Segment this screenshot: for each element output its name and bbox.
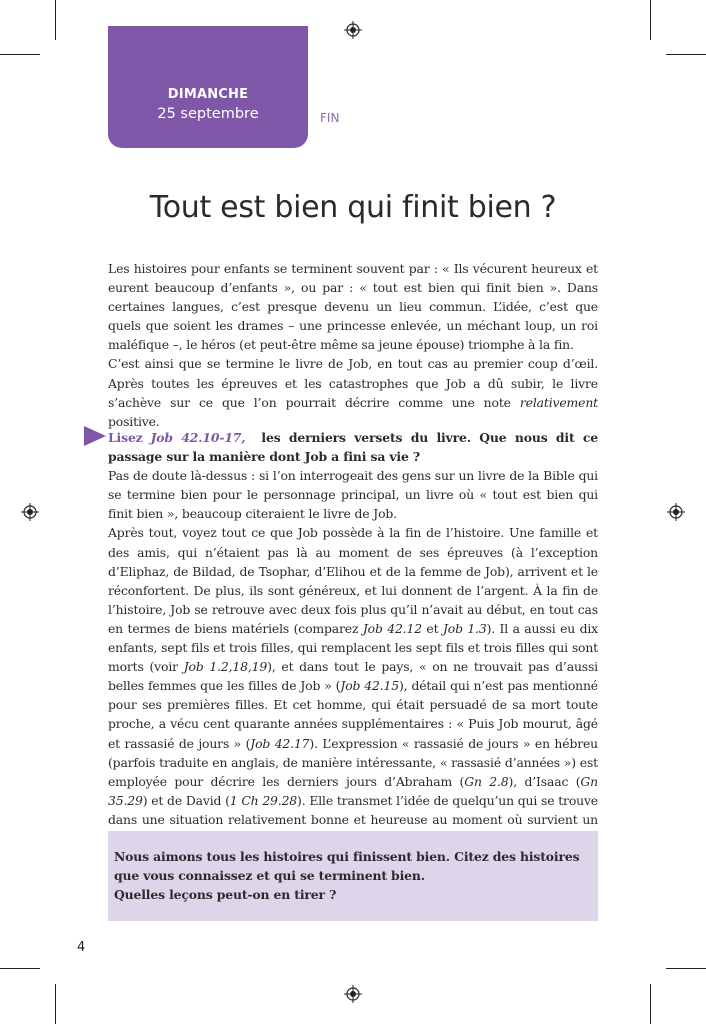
text-span: ) et de David ( (142, 792, 230, 808)
intro-paragraph (108, 354, 598, 430)
discussion-question: Nous aimons tous les histoires qui finissent bien. Citez des histoires que vous connaissez et qui se terminent bien. (114, 849, 580, 883)
main-text (108, 428, 598, 848)
intro-paragraph: Les histoires pour enfants se terminent souvent par : « Ils vécurent heureux et eurent beaucoup d’enfants », ou par : « tout est bien qui finit bien ». Dans certaines langues, c’est presque devenu un lieu commun. L’idée, c’est que quels que soient les drames – une princesse enlevée, un méchant loup, un roi maléfique –, le héros (et peut-être même sa jeune épouse) triomphe à la fin. (108, 261, 598, 353)
scripture-reference: Job 42.12 (362, 620, 422, 636)
scripture-reference: Job 1.2,18,19 (183, 659, 268, 675)
discussion-box (108, 831, 598, 921)
text-span: ), et dans tout le pays, « on ne trouvait pas d’aussi belles femmes que les filles de Job » ( (108, 659, 599, 694)
crop-mark (666, 54, 706, 55)
crop-mark (666, 968, 706, 969)
day-label: DIMANCHE (167, 87, 249, 102)
scripture-reference: 1 Ch 29.28 (229, 792, 298, 808)
crop-mark (0, 968, 40, 969)
scripture-reference: Gn 35.29 (108, 773, 598, 808)
text-span: positive. (108, 413, 160, 429)
text-span: C’est ainsi que se termine le livre de Job, en tout cas au premier coup d’œil. Après toutes les épreuves et les catastrophes que Job a dû subir, le livre s’achève sur ce que l’on pourrait décrire comme une note (108, 356, 598, 410)
intro-text (108, 259, 598, 431)
date-label: 25 septembre (157, 106, 259, 122)
text-span: ). L’expression « rassasié de jours » en hébreu (parfois traduite en anglais, de manière intéressante, « rassasié d’années ») est employée pour décrire les derniers jours d’Abraham ( (108, 735, 599, 789)
registration-mark-icon (667, 503, 685, 521)
emphasis: relativement (519, 394, 598, 410)
play-triangle-icon (84, 426, 106, 446)
reading-prompt (108, 428, 598, 466)
registration-mark-icon (344, 985, 362, 1003)
main-paragraph (108, 523, 598, 848)
scripture-reference: Job 1.3 (442, 620, 487, 636)
text-span: et (421, 620, 443, 636)
registration-mark-icon (21, 503, 39, 521)
discussion-question: Quelles leçons peut-on en tirer ? (114, 887, 337, 902)
lisez-label: Lisez (108, 430, 143, 445)
crop-mark (650, 984, 651, 1024)
scripture-reference: Job 42.17 (250, 735, 310, 751)
crop-mark (0, 54, 40, 55)
reading-question: les derniers versets du livre. Que nous dit ce passage sur la manière dont Job a fini sa vie ? (108, 430, 599, 465)
registration-mark-icon (344, 21, 362, 39)
text-span: ). Elle transmet l’idée de quelqu’un qui se trouve dans une situation relativement bonne et heureuse au moment où survient un (108, 792, 598, 827)
page-title: Tout est bien qui finit bien ? (149, 190, 557, 225)
day-tab (108, 26, 308, 148)
text-span: ), détail qui n’est pas mentionné pour ses premières filles. Et cet homme, qui était persuadé de sa mort toute proche, a vécu cent quarante années supplémentaires : « Puis Job mourut, âgé et rassasié de jours » ( (108, 678, 598, 751)
text-span: ), d’Isaac ( (508, 773, 581, 789)
section-label: FIN (320, 111, 340, 125)
scripture-reference: Gn 2.8 (464, 773, 509, 789)
crop-mark (55, 0, 56, 40)
page-number: 4 (77, 940, 86, 955)
scripture-reference: Job 42.10-17, (150, 430, 246, 445)
main-paragraph: Pas de doute là-dessus : si l’on interrogeait des gens sur un livre de la Bible qui se termine bien pour le personnage principal, un livre où « tout est bien qui finit bien », beaucoup citeraient le livre de Job. (108, 468, 598, 522)
scripture-reference: Job 42.15 (340, 678, 399, 694)
crop-mark (650, 0, 651, 40)
text-span: ). Il a aussi eu dix enfants, sept fils et trois filles, qui remplacent les sept fils et trois filles qui sont morts (voir (108, 620, 599, 675)
text-span: Après tout, voyez tout ce que Job possède à la fin de l’histoire. Une famille et des amis, qui n’étaient pas là au moment de ses épreuves (à l’exception d’Eliphaz, de Bildad, de Tsophar, d’Elihou et de la femme de Job), arrivent et le réconfortent. De plus, ils sont généreux, et lui donnent de l’argent. À la fin de l’histoire, Job se retrouve avec deux fois plus qu’il n’avait au début, en tout cas en termes de biens matériels (comparez (108, 525, 598, 636)
discussion-text (114, 847, 592, 904)
crop-mark (55, 984, 56, 1024)
